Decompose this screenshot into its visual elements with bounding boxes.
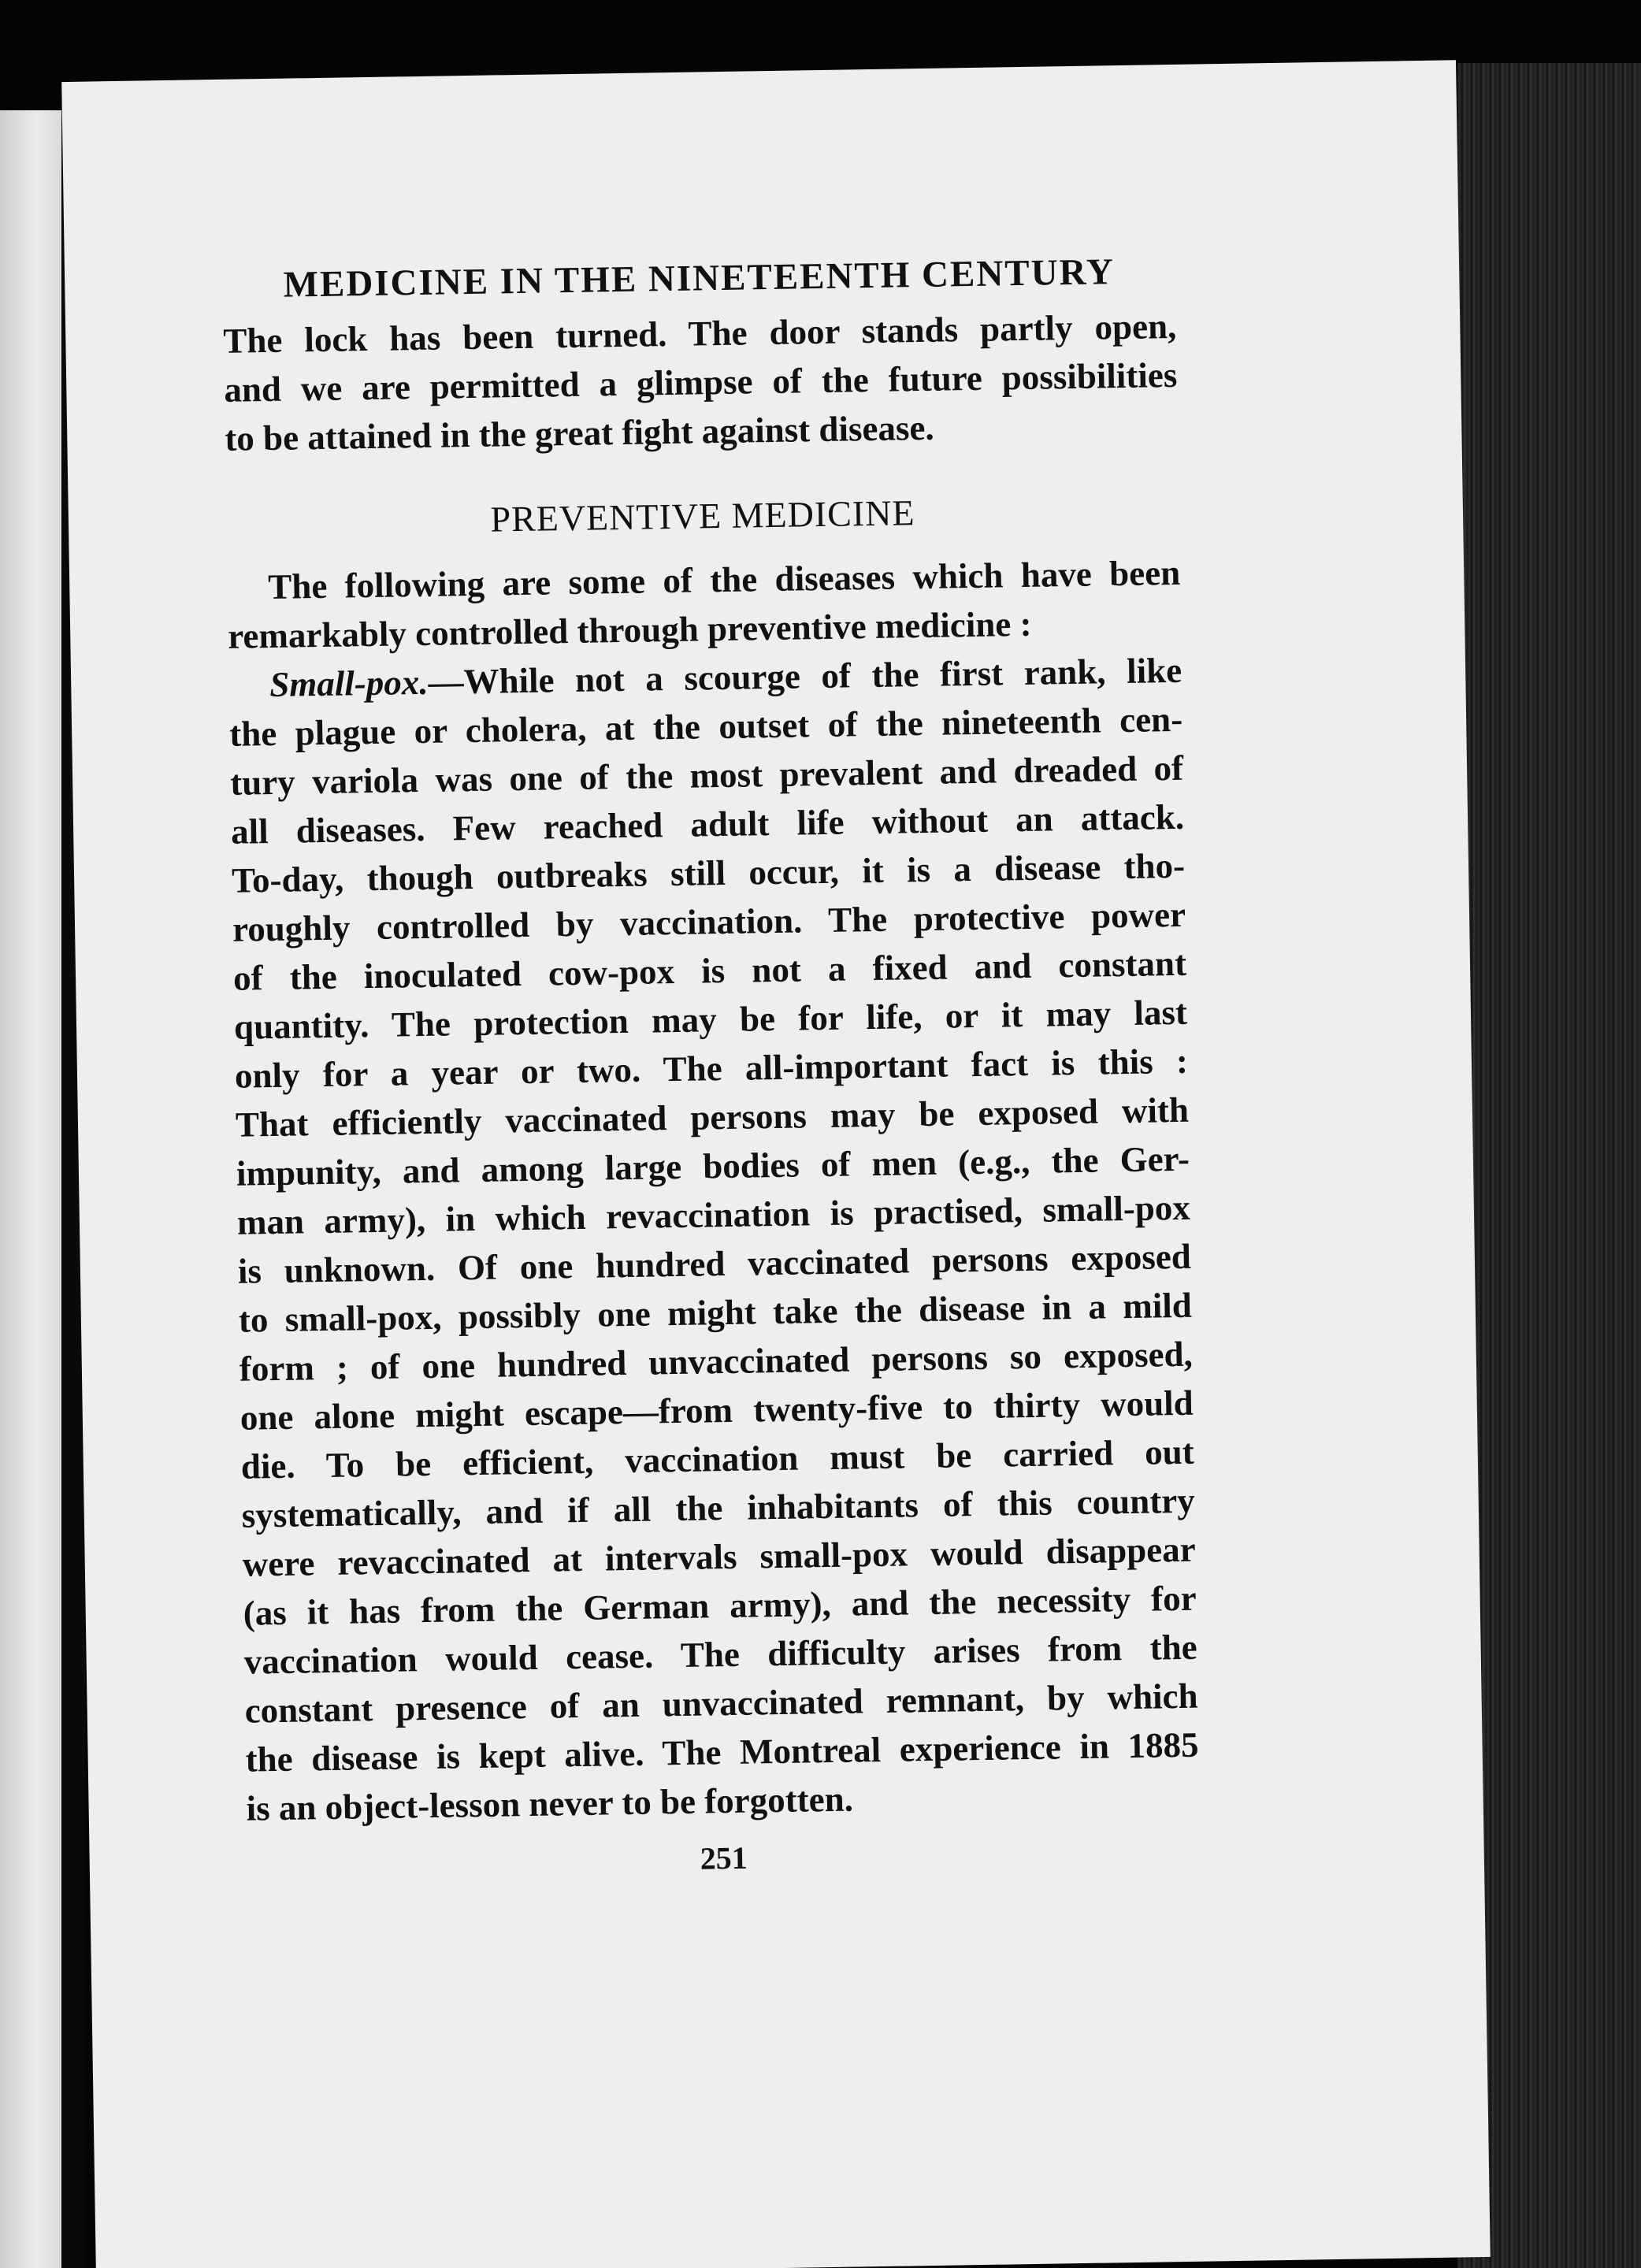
text-line: (as it has from the German army), and the necessity for	[243, 1578, 1197, 1633]
running-head: MEDICINE IN THE NINETEENTH CENTURY	[283, 251, 1116, 306]
text-block	[222, 250, 1201, 1884]
page-number: 251	[700, 1839, 748, 1876]
text-line: roughly controlled by vaccination. The protective power	[232, 894, 1186, 949]
text-line: is unknown. Of one hundred vaccinated persons exposed	[237, 1236, 1192, 1291]
text-line: The lock has been turned. The door stands partly open,	[223, 306, 1177, 361]
facing-page-edge	[0, 110, 63, 2268]
text-line: to be attained in the great fight against disease.	[224, 407, 935, 458]
page	[61, 60, 1491, 2268]
text-line: only for a year or two. The all-important fact is this :	[234, 1041, 1189, 1096]
text-line: remarkably controlled through preventive medicine :	[227, 603, 1032, 656]
intro-paragraph	[223, 302, 1179, 463]
text-line: quantity. The protection may be for life, or it may last	[233, 992, 1188, 1047]
text-line: vaccination would cease. The difficulty arises from the	[243, 1627, 1197, 1682]
text-line: all diseases. Few reached adult life without an attack.	[230, 796, 1185, 852]
text-line: systematically, and if all the inhabitants of this country	[241, 1480, 1196, 1535]
text-line: the plague or cholera, at the outset of the nineteenth cen-	[228, 699, 1183, 754]
smallpox-label: Small-pox.	[269, 662, 429, 705]
text-line: To-day, though outbreaks still occur, it is a disease tho-	[231, 845, 1186, 900]
text-line: The following are some of the diseases which have been	[267, 552, 1181, 607]
text-line: the disease is kept alive. The Montreal experience in 1885	[245, 1724, 1199, 1780]
text-line: man army), in which revaccination is practised, small-pox	[236, 1187, 1191, 1242]
text-line: of the inoculated cow-pox is not a fixed and constant	[232, 943, 1187, 998]
text-line: were revaccinated at intervals small-pox would disappear	[242, 1529, 1197, 1584]
text-line: constant presence of an unvaccinated remnant, by which	[244, 1676, 1198, 1731]
text-line: impunity, and among large bodies of men (e.g., the Ger-	[236, 1138, 1190, 1193]
text-line: is an object-lesson never to be forgotten.	[246, 1779, 854, 1828]
smallpox-first-line: —While not a scourge of the first rank, like	[428, 650, 1182, 702]
section-heading: PREVENTIVE MEDICINE	[490, 492, 915, 540]
text-line: die. To be efficient, vaccination must be carried out	[240, 1431, 1195, 1487]
text-line: to small-pox, possibly one might take the disease in a mild	[238, 1285, 1193, 1340]
text-line: tury variola was one of the most prevalent and dreaded of	[229, 748, 1184, 803]
text-line: That efficiently vaccinated persons may be exposed with	[235, 1089, 1190, 1145]
text-line: one alone might escape—from twenty-five to thirty would	[239, 1383, 1194, 1438]
text-line: and we are permitted a glimpse of the future possibilities	[223, 354, 1178, 410]
smallpox-paragraph	[228, 646, 1200, 1833]
intro-list-paragraph	[227, 548, 1182, 661]
text-line: form ; of one hundred unvaccinated persons so exposed,	[239, 1334, 1194, 1389]
